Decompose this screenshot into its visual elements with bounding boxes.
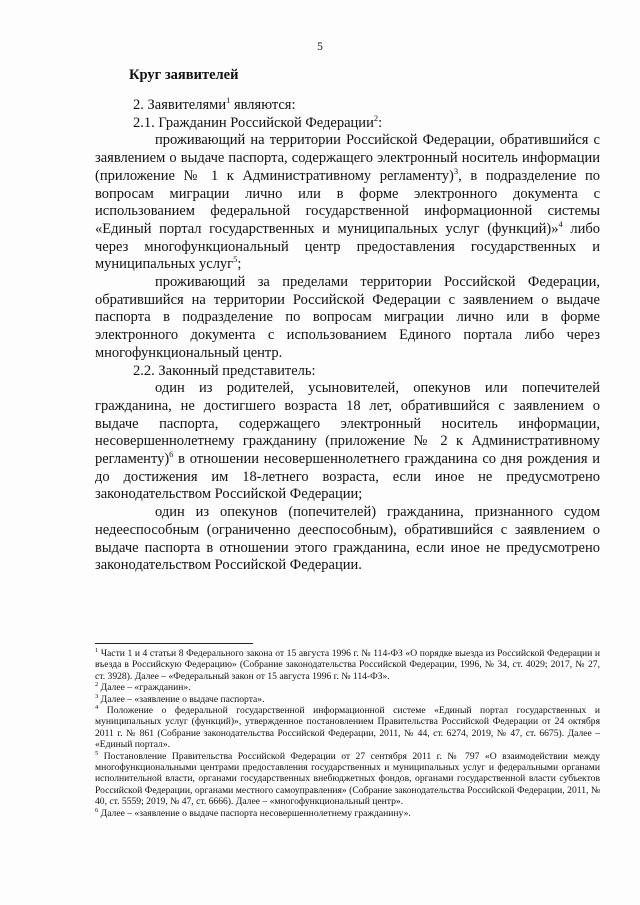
footnote-ref-4: 4 <box>558 219 563 230</box>
footnote-ref-5: 5 <box>233 254 238 265</box>
paragraph-nonresident: проживающий за пределами территории Российской Федерации, обратившийся на территории Российской Федерации с заявлением о выдаче паспорта в подразделение по вопросам миграции лично или в форме электронного документа с использованием Единого портала либо через многофункциональный центр. <box>95 274 600 361</box>
paragraph-legal-representative: 2.2. Законный представитель: <box>133 362 316 379</box>
footnotes <box>95 648 600 819</box>
paragraph-guardian: один из опекунов (попечителей) гражданина, признанного судом недееспособным (ограниченно дееспособным), обратившийся с заявлением о выдаче паспорта в отношении этого гражданина, если иное не предусмотрено законодательством Российской Федерации. <box>95 504 600 574</box>
footnote-ref-6: 6 <box>169 449 174 460</box>
footnote-ref-2: 2 <box>373 112 379 123</box>
page-number: 5 <box>317 41 323 53</box>
footnote-ref-1: 1 <box>226 95 231 106</box>
footnote-3: $^3$ Далее – «заявление о выдаче паспорта». <box>95 692 265 705</box>
body-text <box>95 97 600 575</box>
paragraph-resident: проживающий на территории Российской Федерации, обратившийся с заявлением о выдаче паспорта, содержащего электронный носитель информации (приложение № 1 к Административному регламенту)$^3$, в подразделение по вопросам миграции лично или в форме электронного документа с использованием федеральной государственной информационной системы «Единый портал государственных и муниципальных услуг (функций)»$^4$ либо через многофункциональный центр предоставления государственных и муниципальных услуг$^5$; <box>95 132 600 273</box>
footnote-5: $^5$ Постановление Правительства Российской Федерации от 27 сентября 2011 г. № 797 «О взаимодействии между многофункциональными центрами предоставления государственных и муниципальных услуг и федеральными органами исполнительной власти, органами государственных внебюджетных фондов, органами государственной власти субъектов Российской Федерации, органами местного самоуправления» (Собрание законодательства Российской Федерации, 2011, № 40, ст. 5559; 2019, № 47, ст. 6666). Далее – «многофункциональный центр». <box>95 749 600 808</box>
footnote-ref-3: 3 <box>453 165 459 176</box>
footnote-divider <box>95 643 253 644</box>
footnote-2: $^2$ Далее – «гражданин». <box>95 681 191 694</box>
footnote-4: $^4$ Положение о федеральной государственной информационной системе «Единый портал государственных и муниципальных услуг (функций)», утвержденное постановлением Правительства Российской Федерации от 24 октября 2011 г. № 861 (Собрание законодательства Российской Федерации, 2011, № 44, ст. 6274, 2019, № 47, ст. 6675). Далее – «Единый портал». <box>95 703 600 751</box>
paragraph-citizen: 2.1. Гражданин Российской Федерации$^2$: <box>133 112 383 131</box>
paragraph-applicants: 2. Заявителями$^1$ являются: <box>133 95 296 113</box>
section-heading: Круг заявителей <box>129 67 239 83</box>
paragraph-parent: один из родителей, усыновителей, опекунов или попечителей гражданина, не достигшего возраста 18 лет, обратившийся с заявлением о выдаче паспорта, содержащего электронный носитель информации, несовершеннолетнему гражданину (приложение № 2 к Административному регламенту)$^6$ в отношении несовершеннолетнего гражданина со дня рождения и до достижения им 18-летнего возраста, если иное не предусмотрено законодательством Российской Федерации; <box>95 380 600 503</box>
footnote-1: $^1$ Части 1 и 4 статьи 8 Федерального закона от 15 августа 1996 г. № 114-ФЗ «О порядке выезда из Российской Федерации и въезда в Российскую Федерацию» (Собрание законодательства Российской Федерации, 1996, № 34, ст. 4029; 2017, № 27, ст. 3928). Далее – «Федеральный закон от 15 августа 1996 г. № 114-ФЗ». <box>95 646 600 682</box>
footnote-6: $^6$ Далее – «заявление о выдаче паспорта несовершеннолетнему гражданину». <box>95 806 411 819</box>
